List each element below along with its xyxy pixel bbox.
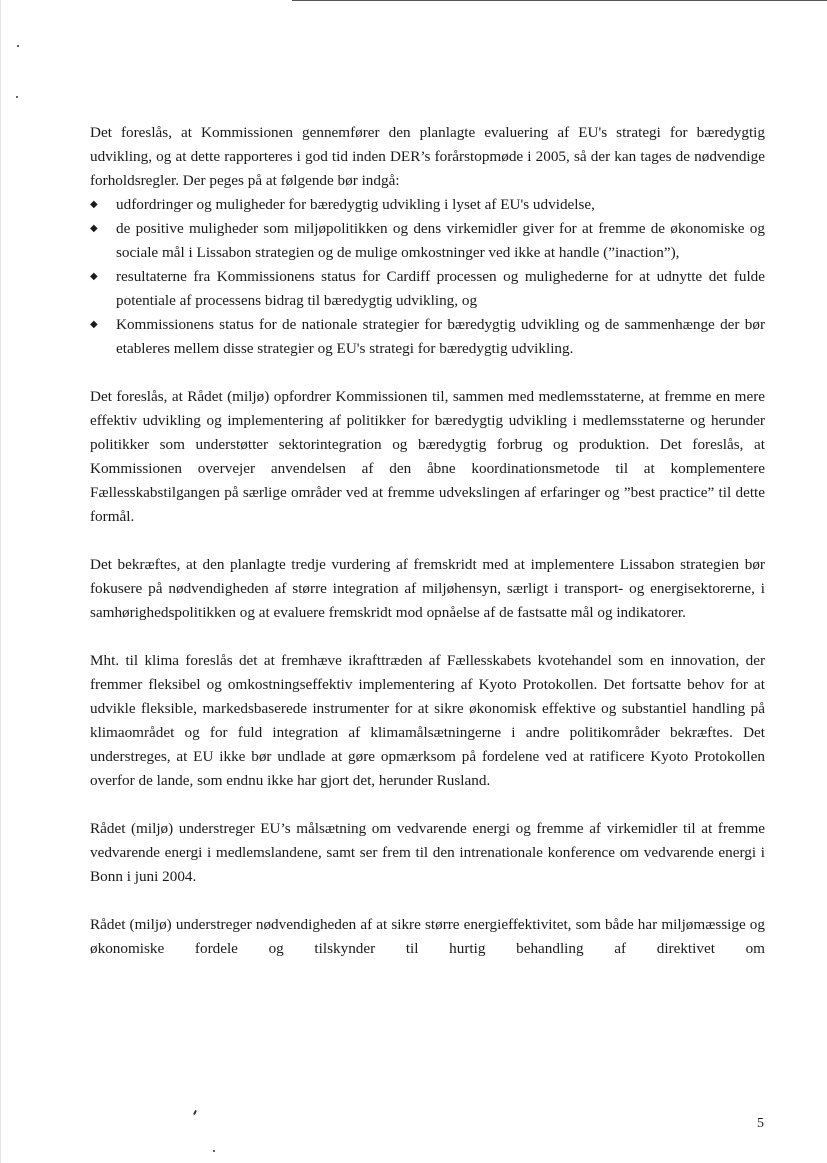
page-number: 5 — [757, 1116, 764, 1131]
bullet-item — [90, 193, 765, 217]
bullet-item — [90, 265, 765, 313]
paragraph-best-practice: Det foreslås, at Rådet (miljø) opfordrer Kommissionen til, sammen med medlemsstaterne, at fremme en mere effektiv udvikling og implementering af politikker for bæredygtig udvikling i medlemsstaterne og herunder politikker som understøtter sektorintegration og bæredygtig forbrug og produktion. Det foreslås, at Kommissionen overvejer anvendelsen af den åbne koordinationsmetode til at komplementere Fællesskabstilgangen på særlige områder ved at fremme udvekslingen af erfaringer og ”best practice” til dette formål. — [90, 388, 765, 525]
bullet-icon: ◆ — [90, 271, 98, 282]
header-rule — [292, 0, 827, 1]
scan-left-edge — [0, 0, 1, 1163]
paragraph-lissabon: Det bekræftes, at den planlagte tredje vurdering af fremskridt med at implementere Lissabon strategien bør fokusere på nødvendigheden af større integration af miljøhensyn, særligt i transport- og energisektorerne, i samhørighedspolitikken og at evaluere fremskridt mod opnåelse af de fastsatte mål og indikatorer. — [90, 556, 765, 621]
scan-speck — [17, 45, 19, 47]
bullet-text: de positive muligheder som miljøpolitikken og dens virkemidler giver for at fremme de økonomiske og sociale mål i Lissabon strategien og de mulige omkostninger ved ikke at handle (”inaction”), — [116, 220, 765, 261]
paragraph-klima: Mht. til klima foreslås det at fremhæve ikrafttræden af Fællesskabets kvotehandel som en innovation, der fremmer fleksibel og omkostningseffektiv implementering af Kyoto Protokollen. Det fortsatte behov for at udvikle fleksible, markedsbaserede instrumenter for at sikre økonomisk effektive og substantiel handling på klimaområdet og for fuld integration af klimamålsætningerne i andre politikområder bekræftes. Det understreges, at EU ikke bør undlade at gøre opmærksom på fordelene ved at ratificere Kyoto Protokollen overfor de lande, som endnu ikke har gjort det, herunder Rusland. — [90, 652, 765, 789]
bullet-text: resultaterne fra Kommissionens status for Cardiff processen og mulighederne for at udnytte det fulde potentiale af processens bidrag til bæredygtig udvikling, og — [116, 268, 765, 309]
bullet-item — [90, 313, 765, 361]
scan-speck — [213, 1150, 215, 1152]
bullet-text: udfordringer og muligheder for bæredygtig udvikling i lyset af EU's udvidelse, — [116, 196, 595, 213]
bullet-text: Kommissionens status for de nationale strategier for bæredygtig udvikling og de sammenhænge der bør etableres mellem disse strategier og EU's strategi for bæredygtig udvikling. — [116, 316, 765, 357]
paragraph-energieffektivitet: Rådet (miljø) understreger nødvendigheden af at sikre større energieffektivitet, som både har miljømæssige og økonomiske fordele og tilskynder til hurtig behandling af direktivet om — [90, 916, 765, 957]
bullet-icon: ◆ — [90, 199, 98, 210]
bullet-item — [90, 217, 765, 265]
bullet-list — [90, 193, 765, 361]
paragraph-vedvarende-energi: Rådet (miljø) understreger EU’s målsætning om vedvarende energi og fremme af virkemidler til at fremme vedvarende energi i medlemslandene, samt ser frem til den intrenationale konference om vedvarende energi i Bonn i juni 2004. — [90, 820, 765, 885]
bullet-icon: ◆ — [90, 319, 98, 330]
bullet-icon: ◆ — [90, 223, 98, 234]
intro-paragraph: Det foreslås, at Kommissionen gennemfører den planlagte evaluering af EU's strategi for bæredygtig udvikling, og at dette rapporteres i god tid inden DER’s forårstopmøde i 2005, så der kan tages de nødvendige forholdsregler. Der peges på at følgende bør indgå: — [90, 124, 765, 189]
document-body — [90, 121, 765, 961]
scan-speck — [193, 1110, 197, 1115]
scan-speck — [16, 96, 18, 98]
